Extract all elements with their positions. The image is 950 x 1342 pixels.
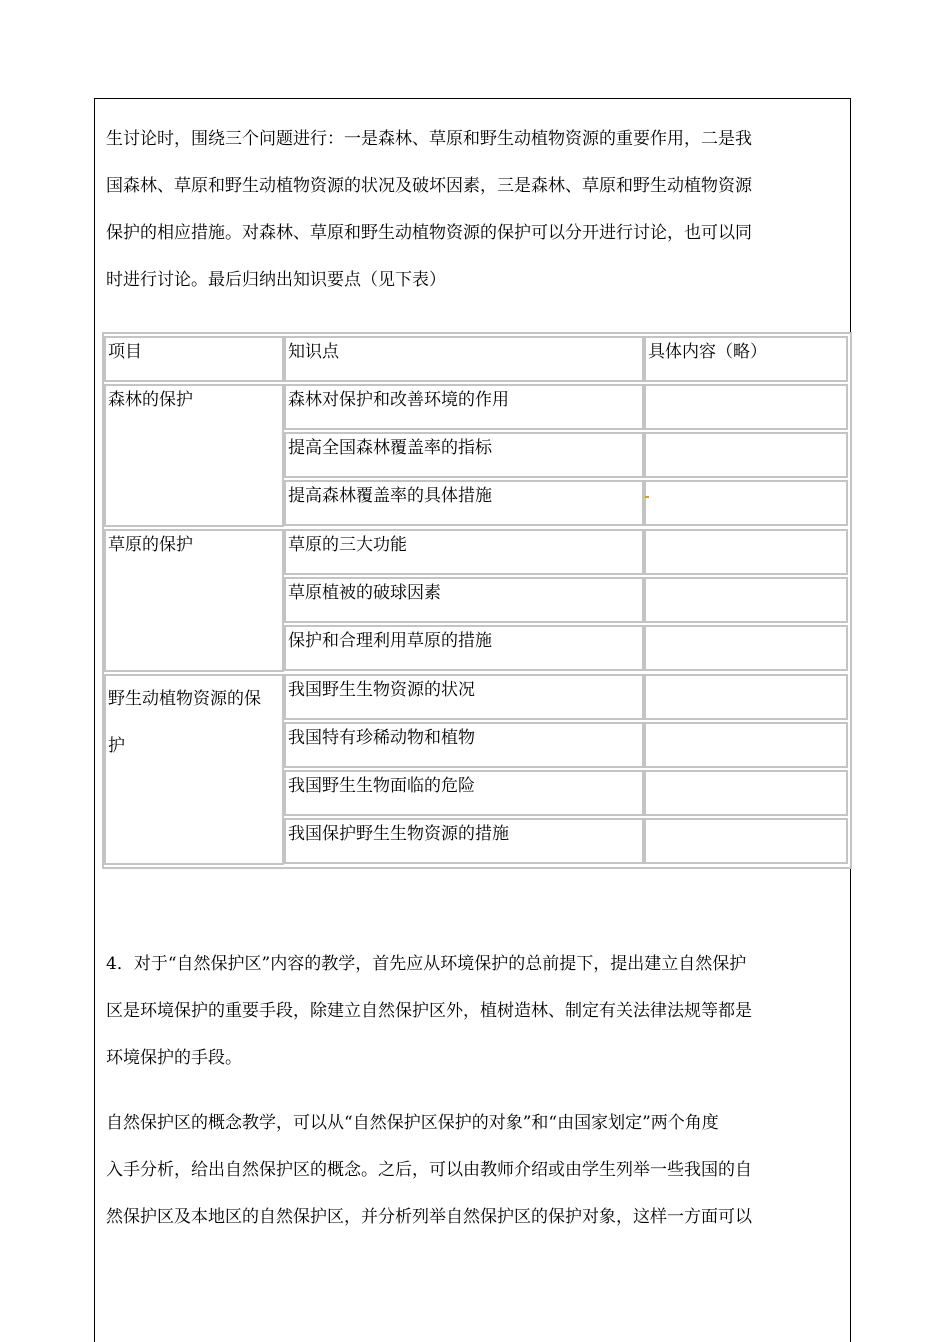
details-cell xyxy=(644,770,848,816)
knowledge-point-cell: 我国特有珍稀动物和植物 xyxy=(284,722,644,768)
knowledge-point-cell: 我国野生生物资源的状况 xyxy=(284,674,644,720)
knowledge-point-cell: 保护和合理利用草原的措施 xyxy=(284,625,644,671)
group-item-line: 野生动植物资源的保 xyxy=(108,689,261,709)
text-line: 环境保护的手段。 xyxy=(106,1048,242,1068)
text-line: 保护的相应措施。对森林、草原和野生动植物资源的保护可以分开进行讨论，也可以同 xyxy=(106,223,752,243)
knowledge-point-cell: 我国野生生物面临的危险 xyxy=(284,770,644,816)
details-cell xyxy=(644,432,848,478)
header-details: 具体内容（略） xyxy=(644,336,848,382)
header-knowledge-point: 知识点 xyxy=(284,336,644,382)
details-cell xyxy=(644,818,848,864)
details-cell xyxy=(644,722,848,768)
text-line: 时进行讨论。最后归纳出知识要点（见下表） xyxy=(106,270,446,290)
text-line: 入手分析，给出自然保护区的概念。之后，可以由教师介绍或由学生列举一些我国的自 xyxy=(106,1160,752,1180)
group-item-grassland: 草原的保护 xyxy=(104,529,284,672)
group-item-line: 护 xyxy=(108,736,125,756)
section-4-paragraph xyxy=(106,941,841,1082)
details-cell xyxy=(644,384,848,430)
text-line: 自然保护区的概念教学，可以从“自然保护区保护的对象”和“由国家划定”两个角度 xyxy=(106,1113,719,1133)
text-line: 4．对于“自然保护区”内容的教学，首先应从环境保护的总前提下，提出建立自然保护 xyxy=(106,954,747,974)
knowledge-point-cell: 森林对保护和改善环境的作用 xyxy=(284,384,644,430)
knowledge-point-cell: 提高森林覆盖率的具体措施 xyxy=(284,480,644,526)
text-line: 生讨论时，围绕三个问题进行：一是森林、草原和野生动植物资源的重要作用，二是我 xyxy=(106,129,752,149)
cursor-mark xyxy=(645,496,649,498)
details-cell xyxy=(644,480,848,526)
details-cell xyxy=(644,529,848,575)
group-item-forest: 森林的保护 xyxy=(104,384,284,527)
knowledge-point-cell: 提高全国森林覆盖率的指标 xyxy=(284,432,644,478)
details-cell xyxy=(644,577,848,623)
knowledge-point-cell: 草原的三大功能 xyxy=(284,529,644,575)
details-cell xyxy=(644,674,848,720)
knowledge-point-cell: 我国保护野生生物资源的措施 xyxy=(284,818,644,864)
text-line: 然保护区及本地区的自然保护区，并分析列举自然保护区的保护对象，这样一方面可以 xyxy=(106,1207,752,1227)
details-cell xyxy=(644,625,848,671)
intro-paragraph xyxy=(106,116,841,304)
knowledge-point-cell: 草原植被的破球因素 xyxy=(284,577,644,623)
header-item: 项目 xyxy=(104,336,284,382)
nature-reserve-paragraph xyxy=(106,1100,841,1241)
group-item-wildlife xyxy=(104,674,284,865)
text-line: 国森林、草原和野生动植物资源的状况及破坏因素，三是森林、草原和野生动植物资源 xyxy=(106,176,752,196)
text-line: 区是环境保护的重要手段，除建立自然保护区外，植树造林、制定有关法律法规等都是 xyxy=(106,1001,752,1021)
